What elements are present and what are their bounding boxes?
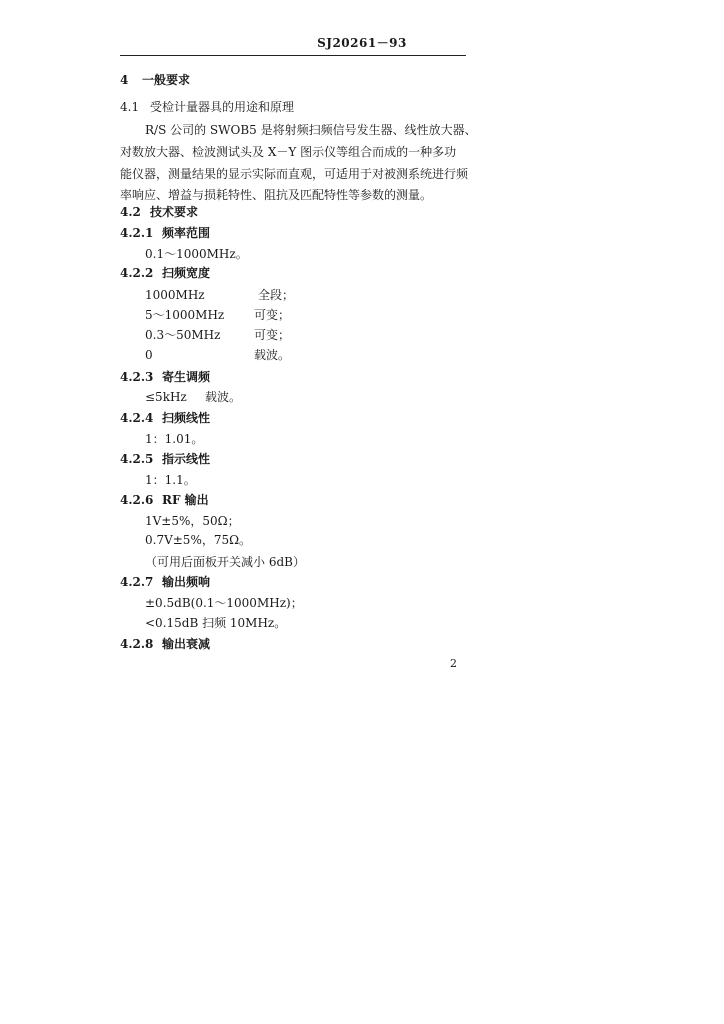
section-4-2-3-mode: 载波。 bbox=[205, 390, 242, 404]
section-4-1-title: 受检计量器具的用途和原理 bbox=[150, 100, 295, 114]
sweep-width-mode: 可变； bbox=[254, 308, 291, 322]
sweep-width-mode: 可变； bbox=[254, 328, 291, 342]
rf-output-note: （可用后面板开关减小 6dB） bbox=[145, 555, 305, 569]
rf-output-line: 0.7V±5%，75Ω。 bbox=[145, 533, 252, 547]
sweep-width-range: 5～1000MHz bbox=[145, 308, 225, 322]
section-4-2-1-value: 0.1～1000MHz。 bbox=[145, 247, 248, 261]
section-4-2-3-number: 4.2.3 bbox=[120, 370, 154, 384]
section-4-2-6-number: 4.2.6 bbox=[120, 493, 154, 507]
section-4-1-body-line: 对数放大器、检波测试头及 X－Y 图示仪等组合而成的一种多功 bbox=[120, 145, 457, 159]
section-4-title: 一般要求 bbox=[142, 73, 191, 87]
section-4-2-5-number: 4.2.5 bbox=[120, 452, 154, 466]
sweep-width-range: 0.3～50MHz bbox=[145, 328, 221, 342]
section-4-2-8-number: 4.2.8 bbox=[120, 637, 154, 651]
page-header-standard-number: SJ20261－93 bbox=[317, 36, 407, 50]
section-4-2-3-title: 寄生调频 bbox=[162, 370, 211, 384]
section-4-2-1-title: 频率范围 bbox=[162, 226, 211, 240]
rf-output-line: 1V±5%，50Ω； bbox=[145, 514, 240, 528]
section-4-1-body-line: 率响应、增益与损耗特性、阻抗及匹配特性等参数的测量。 bbox=[120, 188, 433, 202]
section-4-2-title: 技术要求 bbox=[150, 205, 199, 219]
section-4-2-5-title: 指示线性 bbox=[162, 452, 211, 466]
sweep-width-mode: 载波。 bbox=[254, 348, 291, 362]
section-4-2-8-title: 输出衰减 bbox=[162, 637, 211, 651]
page-number: 2 bbox=[450, 657, 457, 670]
sweep-width-mode: 全段； bbox=[258, 288, 295, 302]
section-4-2-3-value: ≤5kHz bbox=[145, 390, 187, 404]
section-4-2-number: 4.2 bbox=[120, 205, 141, 219]
section-4-2-5-value: 1：1.1。 bbox=[145, 473, 196, 487]
section-4-2-4-value: 1：1.01。 bbox=[145, 432, 204, 446]
section-4-2-1-number: 4.2.1 bbox=[120, 226, 154, 240]
section-4-2-4-title: 扫频线性 bbox=[162, 411, 211, 425]
section-4-2-7-title: 输出频响 bbox=[162, 575, 211, 589]
section-4-2-2-number: 4.2.2 bbox=[120, 266, 154, 280]
section-4-2-7-number: 4.2.7 bbox=[120, 575, 154, 589]
section-4-number: 4 bbox=[120, 73, 129, 87]
output-flatness-line: ±0.5dB(0.1～1000MHz)； bbox=[145, 596, 303, 610]
output-flatness-line: <0.15dB 扫频 10MHz。 bbox=[145, 616, 287, 630]
section-4-2-2-title: 扫频宽度 bbox=[162, 266, 211, 280]
section-4-1-number: 4.1 bbox=[120, 100, 140, 114]
section-4-1-body-line: R/S 公司的 SWOB5 是将射频扫频信号发生器、线性放大器、 bbox=[145, 123, 477, 137]
section-4-1-body-line: 能仪器，测量结果的显示实际而直观，可适用于对被测系统进行频 bbox=[120, 167, 469, 181]
section-4-2-6-title: RF 输出 bbox=[162, 493, 209, 507]
sweep-width-range: 1000MHz bbox=[145, 288, 205, 302]
header-rule bbox=[120, 55, 466, 56]
section-4-2-4-number: 4.2.4 bbox=[120, 411, 154, 425]
sweep-width-range: 0 bbox=[145, 348, 153, 362]
